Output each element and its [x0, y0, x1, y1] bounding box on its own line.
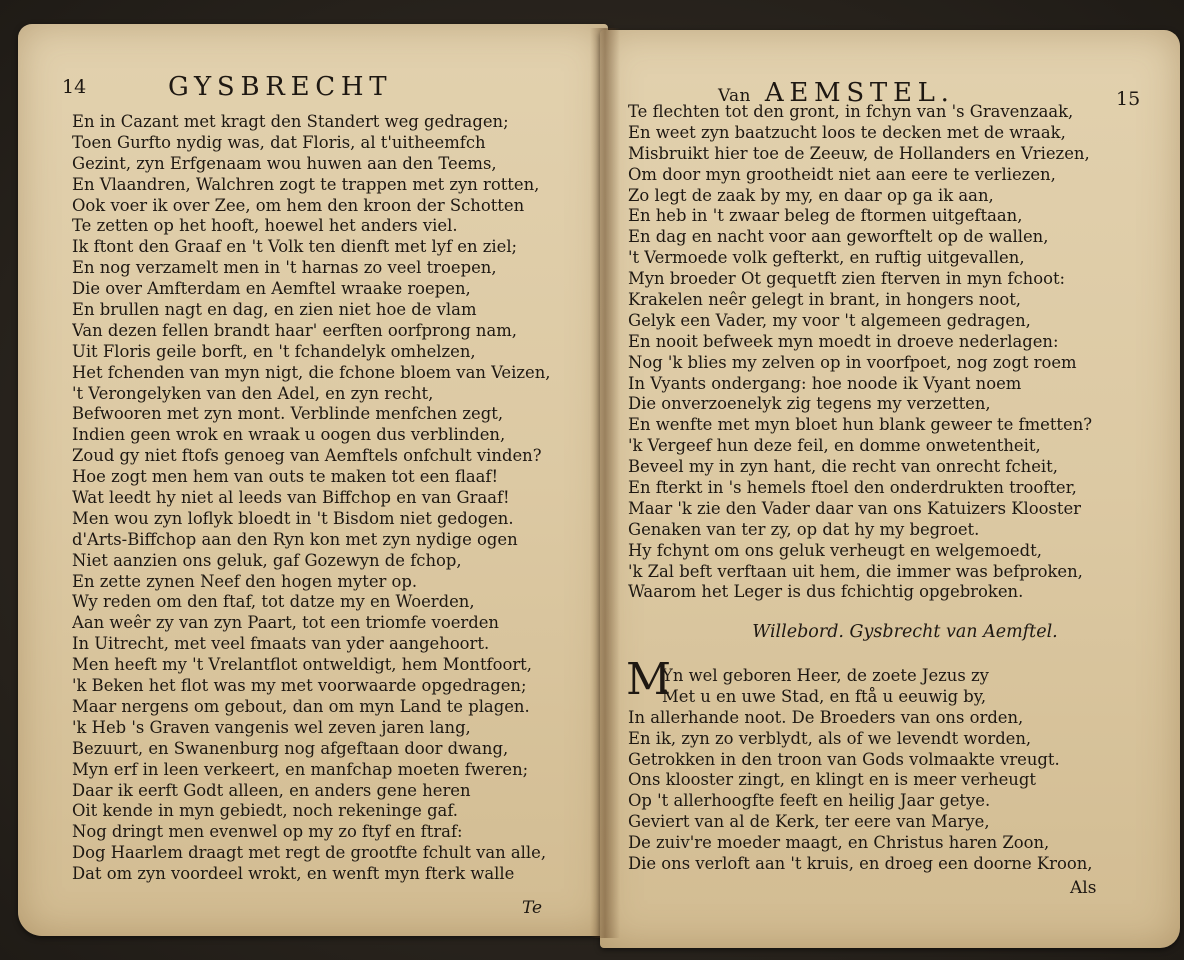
- text-line: Die onverzoenelyk zig tegens my verzetten,: [628, 394, 991, 414]
- text-line: Uit Floris geile borft, en 't fchandelyk omhelzen,: [72, 341, 476, 361]
- right-text-block: [628, 102, 1158, 603]
- text-line: Getrokken in den troon van Gods volmaakte vreugt.: [628, 749, 1060, 769]
- text-line: Op 't allerhoogfte feeft en heilig Jaar getye.: [628, 791, 991, 811]
- text-line: En fterkt in 's hemels ftoel den onderdrukten troofter,: [628, 478, 1077, 498]
- text-line: Indien geen wrok en wraak u oogen dus verblinden,: [72, 425, 506, 445]
- text-line: Zo legt de zaak by my, en daar op ga ik aan,: [628, 185, 994, 205]
- text-line: En dag en nacht voor aan geworftelt op de wallen,: [628, 227, 1049, 247]
- running-head-right: AEMSTEL.: [764, 78, 955, 108]
- text-line: Gelyk een Vader, my voor 't algemeen gedragen,: [628, 310, 1031, 330]
- text-line: Om door myn grootheidt niet aan eere te verliezen,: [628, 164, 1056, 184]
- text-line: Myn broeder Ot gequetft zien fterven in myn fchoot:: [628, 269, 1066, 289]
- text-line: En zette zynen Neef den hogen myter op.: [72, 571, 418, 591]
- text-line: Dat om zyn voordeel wrokt, en wenft myn fterk walle: [72, 864, 515, 884]
- text-line: Dog Haarlem draagt met regt de grootfte fchult van alle,: [72, 843, 547, 863]
- text-line: 'k Zal beft verftaan uit hem, die immer was befproken,: [628, 561, 1083, 581]
- text-line: Maar nergens om gebout, dan om myn Land te plagen.: [72, 696, 530, 716]
- page-number-left: 14: [62, 76, 87, 98]
- text-line: En brullen nagt en dag, en zien niet hoe de vlam: [72, 300, 477, 320]
- text-line: Nog dringt men evenwel op my zo ftyf en ftraf:: [72, 822, 463, 842]
- text-line: En ik, zyn zo verblydt, als of we levendt worden,: [628, 728, 1032, 748]
- text-line: Zoud gy niet ftofs genoeg van Aemftels onfchult vinden?: [72, 446, 542, 466]
- text-line: Myn erf in leen verkeert, en manfchap moeten fweren;: [72, 759, 529, 779]
- text-line: Die ons verloft aan 't kruis, en droeg een doorne Kroon,: [628, 854, 1093, 874]
- text-line: Men heeft my 't Vrelantflot ontweldigt, hem Montfoort,: [72, 655, 532, 675]
- text-line: Gezint, zyn Erfgenaam wou huwen aan den Teems,: [72, 153, 497, 173]
- text-line: Aan weêr zy van zyn Paart, tot een triomfe voerden: [72, 613, 499, 633]
- text-line: Misbruikt hier toe de Zeeuw, de Hollanders en Vriezen,: [628, 143, 1090, 163]
- text-line: Van dezen fellen brandt haar' eerften oorfprong nam,: [72, 320, 518, 340]
- text-line: In allerhande noot. De Broeders van ons orden,: [628, 707, 1024, 727]
- drop-cap: M: [626, 654, 672, 705]
- right-page: [600, 30, 1180, 948]
- running-head-right-small: Van: [718, 86, 751, 106]
- catchword-left: Te: [522, 898, 543, 918]
- text-line: Te flechten tot den gront, in fchyn van 's Gravenzaak,: [628, 102, 1074, 121]
- speaker-heading: Willebord. Gysbrecht van Aemftel.: [752, 622, 1058, 642]
- text-line: Bezuurt, en Swanenburg nog afgeftaan door dwang,: [72, 738, 509, 758]
- text-line: Ik ftont den Graaf en 't Volk ten dienft met lyf en ziel;: [72, 237, 518, 257]
- text-line: En heb in 't zwaar beleg de ftormen uitgeftaan,: [628, 206, 1023, 226]
- text-line: Het fchenden van myn nigt, die fchone bloem van Veizen,: [72, 362, 551, 382]
- text-line: In Uitrecht, met veel fmaats van yder aangehoort.: [72, 634, 490, 654]
- text-line: Oit kende in myn gebiedt, noch rekeninge gaf.: [72, 801, 459, 821]
- running-head-left: GYSBRECHT: [168, 72, 393, 102]
- text-line: Met u en uwe Stad, en ftå u eeuwig by,: [662, 686, 987, 706]
- text-line: Waarom het Leger is dus fchichtig opgebroken.: [628, 582, 1024, 602]
- text-line: 'k Heb 's Graven vangenis wel zeven jaren lang,: [72, 717, 471, 737]
- text-line: Krakelen neêr gelegt in brant, in hongers noot,: [628, 290, 1022, 310]
- text-line: 'k Beken het flot was my met voorwaarde opgedragen;: [72, 676, 527, 696]
- left-text-block: [72, 112, 592, 885]
- text-line: Te zetten op het hooft, hoewel het anders viel.: [72, 216, 458, 236]
- text-line: Niet aanzien ons geluk, gaf Gozewyn de fchop,: [72, 550, 462, 570]
- text-line: Genaken van ter zy, op dat hy my begroet.: [628, 519, 980, 539]
- text-line: Nog 'k blies my zelven op in voorfpoet, nog zogt roem: [628, 352, 1077, 372]
- text-line: Daar ik eerft Godt alleen, en anders gene heren: [72, 780, 471, 800]
- text-line: En wenfte met myn bloet hun blank geweer te fmetten?: [628, 415, 1093, 435]
- text-line: Ons klooster zingt, en klingt en is meer verheugt: [628, 770, 1036, 790]
- text-line: En weet zyn baatzucht loos te decken met de wraak,: [628, 122, 1066, 142]
- text-line: Wy reden om den ftaf, tot datze my en Woerden,: [72, 592, 475, 612]
- text-line: In Vyants ondergang: hoe noode ik Vyant noem: [628, 373, 1022, 393]
- text-line: d'Arts-Biffchop aan den Ryn kon met zyn nydige ogen: [72, 529, 518, 549]
- text-line: En nog verzamelt men in 't harnas zo veel troepen,: [72, 258, 497, 278]
- text-line: De zuiv're moeder maagt, en Christus haren Zoon,: [628, 833, 1050, 853]
- text-line: Wat leedt hy niet al leeds van Biffchop en van Graaf!: [72, 488, 510, 508]
- text-line: Toen Gurfto nydig was, dat Floris, al t'uitheemfch: [72, 132, 486, 152]
- text-line: Hy fchynt om ons geluk verheugt en welgemoedt,: [628, 540, 1042, 560]
- text-line: 'k Vergeef hun deze feil, en domme onwetentheit,: [628, 436, 1041, 456]
- text-line: 't Vermoede volk gefterkt, en ruftig uitgevallen,: [628, 248, 1025, 268]
- text-line: Beveel my in zyn hant, die recht van onrecht fcheit,: [628, 457, 1058, 477]
- text-line: Geviert van al de Kerk, ter eere van Marye,: [628, 812, 990, 832]
- catchword-right: Als: [1070, 878, 1097, 898]
- page-number-right: 15: [1116, 88, 1141, 110]
- text-line: En nooit befweek myn moedt in droeve nederlagen:: [628, 331, 1059, 351]
- text-line: Befwooren met zyn mont. Verblinde menfchen zegt,: [72, 404, 504, 424]
- text-line: En in Cazant met kragt den Standert weg gedragen;: [72, 112, 509, 131]
- text-line: Men wou zyn loflyk bloedt in 't Bisdom niet gedogen.: [72, 508, 514, 528]
- text-line: En Vlaandren, Walchren zogt te trappen met zyn rotten,: [72, 174, 540, 194]
- left-page: [18, 24, 608, 936]
- text-line: Die over Amfterdam en Aemftel wraake roepen,: [72, 279, 471, 299]
- text-line: Maar 'k zie den Vader daar van ons Katuizers Klooster: [628, 498, 1081, 518]
- text-line: 't Verongelyken van den Adel, en zyn recht,: [72, 383, 434, 403]
- dialogue-text-block: [628, 666, 1158, 875]
- text-line: Yn wel geboren Heer, de zoete Jezus zy: [662, 666, 989, 685]
- text-line: Hoe zogt men hem van outs te maken tot een flaaf!: [72, 467, 499, 487]
- text-line: Ook voer ik over Zee, om hem den kroon der Schotten: [72, 195, 525, 215]
